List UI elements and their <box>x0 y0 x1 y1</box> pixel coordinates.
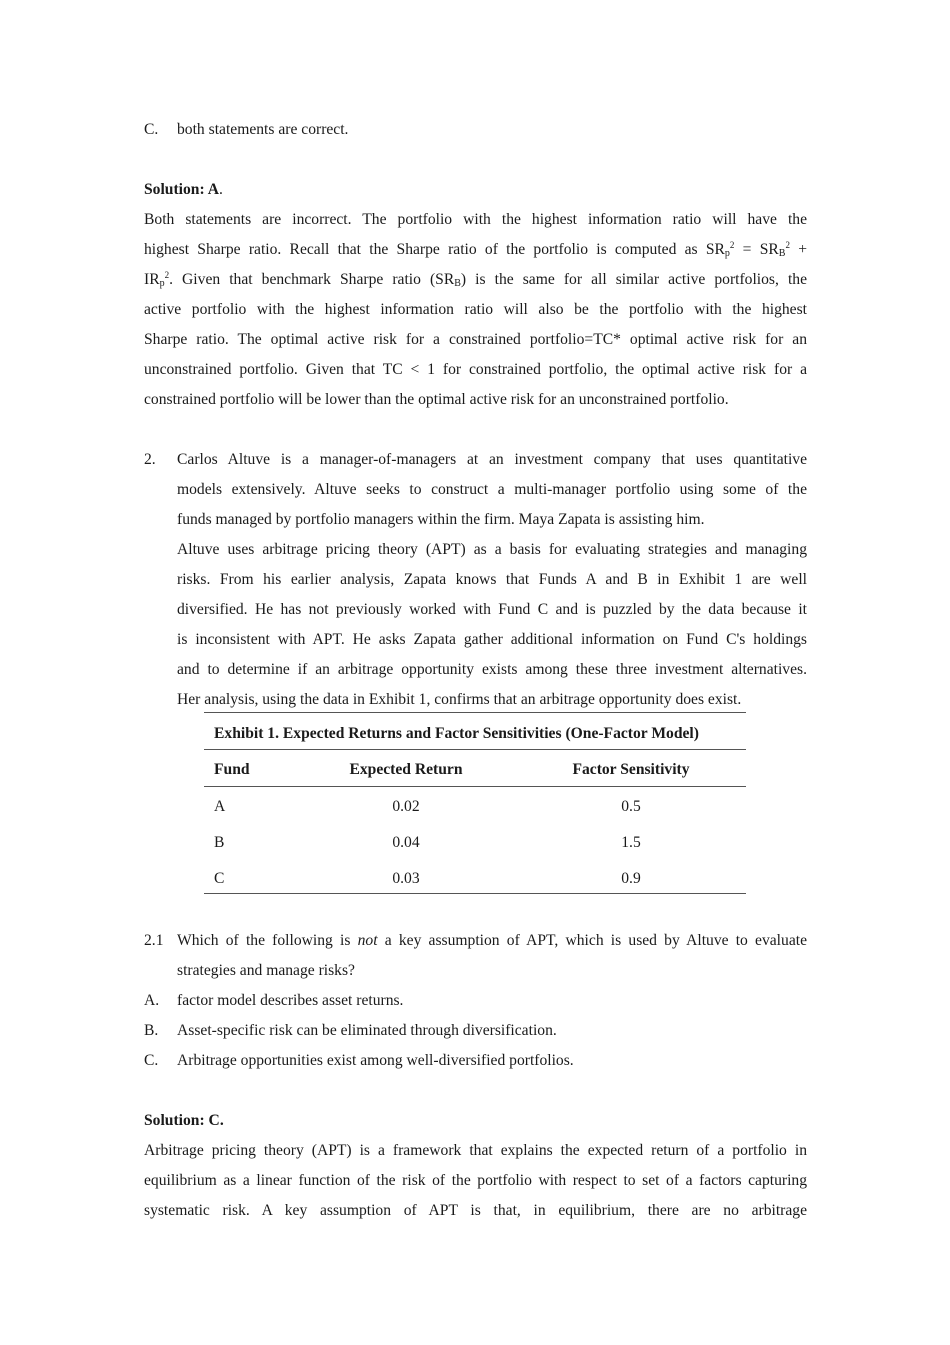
solution-heading: Solution: C. <box>144 1112 224 1129</box>
table-rule <box>204 786 746 787</box>
option-text: Asset-specific risk can be eliminated through diversification. <box>177 1022 557 1039</box>
table-cell: 1.5 <box>621 834 641 851</box>
solution-paragraph-line: Both statements are incorrect. The portfolio with the highest information ratio will have the <box>144 211 807 228</box>
option-text: factor model describes asset returns. <box>177 992 404 1009</box>
table-cell: 0.5 <box>621 798 641 815</box>
table-cell: 0.9 <box>621 870 641 887</box>
table-cell: B <box>214 834 225 851</box>
solution-paragraph-line: $IR_p^2$. Given that benchmark Sharpe ratio $(SR_B)$ is the same for all similar active portfolios, the <box>144 270 807 289</box>
column-header: Expected Return <box>349 761 463 778</box>
question-line: Altuve uses arbitrage pricing theory (APT) as a basis for evaluating strategies and managing <box>177 541 807 558</box>
option-text: Arbitrage opportunities exist among well-diversified portfolios. <box>177 1052 574 1069</box>
solution-paragraph-line: Arbitrage pricing theory (APT) is a framework that explains the expected return of a portfolio in <box>144 1142 807 1159</box>
question-line: Which of the following is not a key assumption of APT, which is used by Altuve to evaluate <box>177 932 807 949</box>
table-cell: A <box>214 798 226 815</box>
solution-paragraph-line: equilibrium as a linear function of the risk of the portfolio with respect to set of a factors capturing <box>144 1172 807 1189</box>
solution-paragraph-line: active portfolio with the highest information ratio will also be the portfolio with the highest <box>144 301 807 318</box>
question-line: funds managed by portfolio managers within the firm. Maya Zapata is assisting him. <box>177 511 705 528</box>
option-marker: B. <box>144 1022 159 1039</box>
table-cell: 0.03 <box>392 870 420 887</box>
solution-paragraph-line: systematic risk. A key assumption of APT is that, in equilibrium, there are no arbitrage <box>144 1202 807 1219</box>
question-line: Her analysis, using the data in Exhibit 1, confirms that an arbitrage opportunity does exist. <box>177 691 742 708</box>
question-line: diversified. He has not previously worked with Fund C and is puzzled by the data because it <box>177 601 807 618</box>
question-line: strategies and manage risks? <box>177 962 355 979</box>
solution-paragraph-line: Sharpe ratio. The optimal active risk for a constrained portfolio=TC* optimal active risk for an <box>144 331 807 348</box>
solution-paragraph-line: highest Sharpe ratio. Recall that the Sharpe ratio of the portfolio is computed as $SR_p^2 = SR_B^2$ + <box>144 240 807 259</box>
question-line: is inconsistent with APT. He asks Zapata gather additional information on Fund C's holdings <box>177 631 807 648</box>
exhibit-title: Exhibit 1. Expected Returns and Factor Sensitivities (One-Factor Model) <box>214 725 699 742</box>
option-text: both statements are correct. <box>177 121 349 138</box>
table-cell: 0.04 <box>392 834 420 851</box>
question-line: Carlos Altuve is a manager-of-managers at an investment company that uses quantitative <box>177 451 807 468</box>
question-line: and to determine if an arbitrage opportunity exists among these three investment alternatives. <box>177 661 807 678</box>
option-marker: C. <box>144 1052 159 1069</box>
column-header: Factor Sensitivity <box>572 761 690 778</box>
table-rule <box>204 712 746 713</box>
solution-heading: Solution: A. <box>144 181 223 198</box>
question-number: 2. <box>144 451 156 468</box>
table-cell: 0.02 <box>392 798 420 815</box>
table-rule <box>204 749 746 750</box>
solution-paragraph-line: unconstrained portfolio. Given that TC < 1 for constrained portfolio, the optimal active risk for a <box>144 361 807 378</box>
question-number: 2.1 <box>144 932 164 949</box>
table-rule <box>204 893 746 894</box>
question-line: models extensively. Altuve seeks to construct a multi-manager portfolio using some of the <box>177 481 807 498</box>
option-marker: A. <box>144 992 160 1009</box>
option-marker: C. <box>144 121 159 138</box>
column-header: Fund <box>214 761 250 778</box>
question-line: risks. From his earlier analysis, Zapata knows that Funds A and B in Exhibit 1 are well <box>177 571 807 588</box>
solution-paragraph-line: constrained portfolio will be lower than the optimal active risk for an unconstrained portfolio. <box>144 391 729 408</box>
table-cell: C <box>214 870 225 887</box>
